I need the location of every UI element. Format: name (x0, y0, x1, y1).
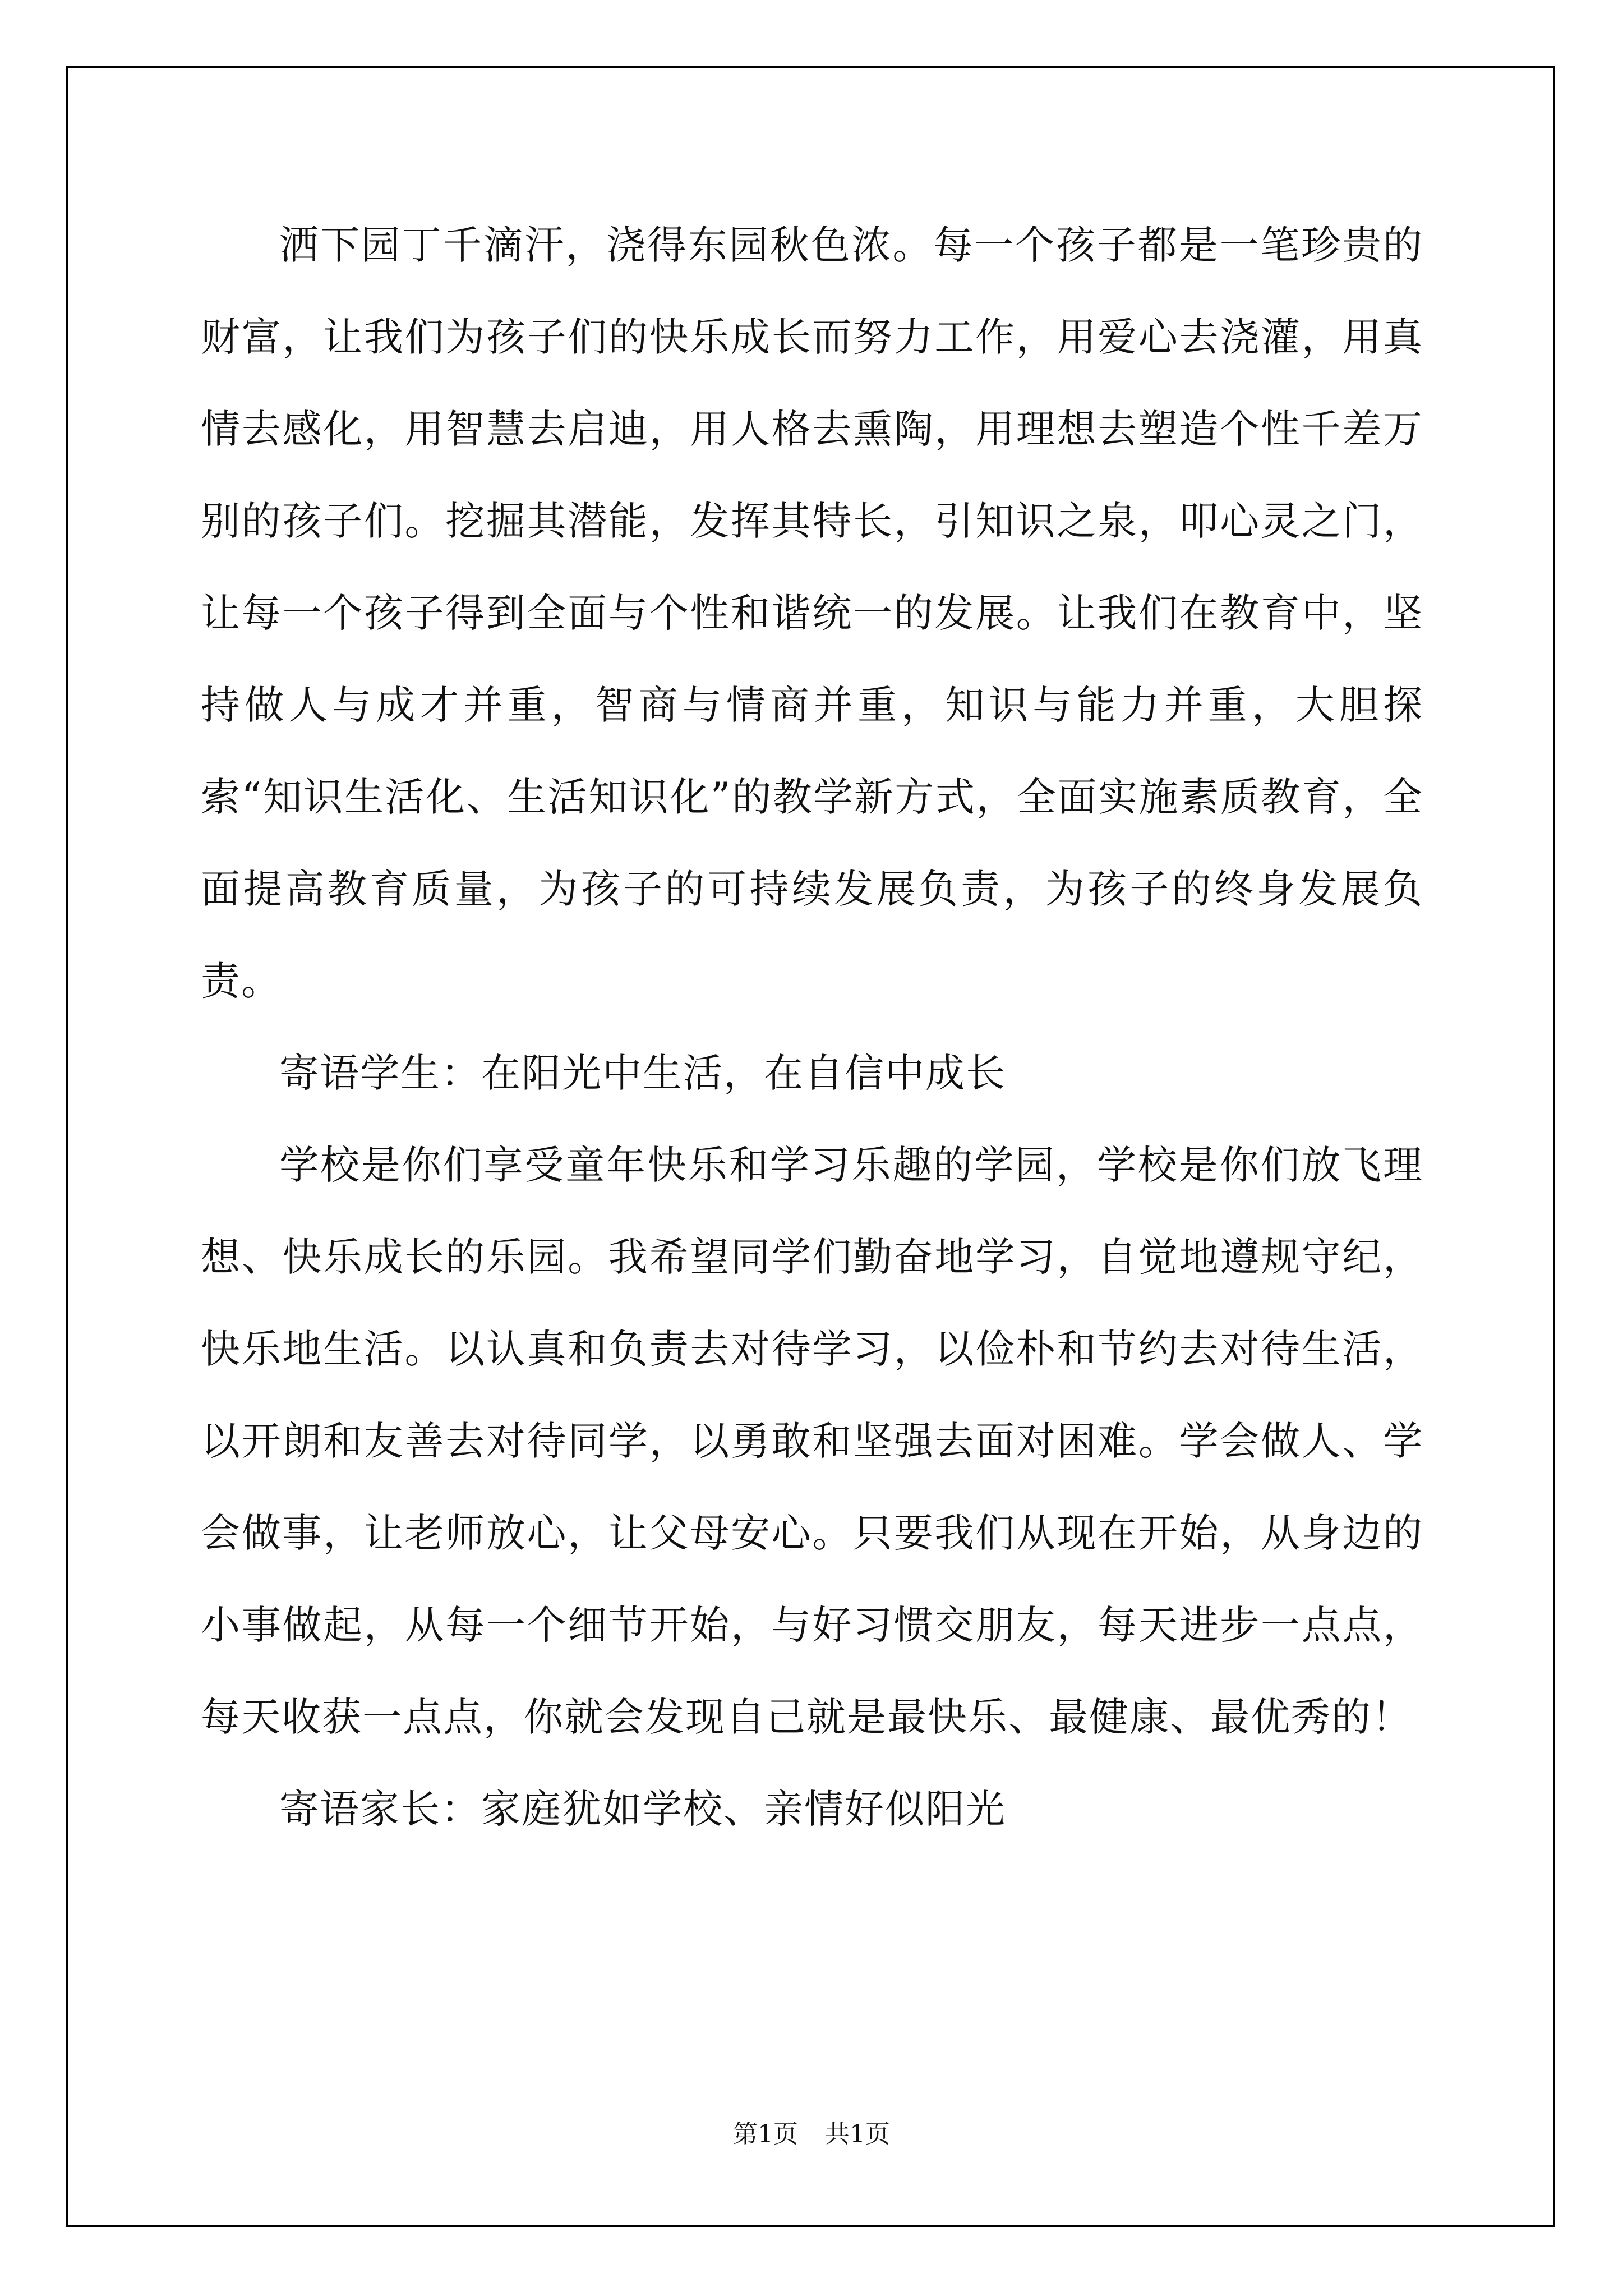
page-total: 共1页 (825, 2120, 890, 2148)
paragraph-students: 学校是你们享受童年快乐和学习乐趣的学园，学校是你们放飞理想、快乐成长的乐园。我希望同学们勤奋地学习，自觉地遵规守纪，快乐地生活。以认真和负责去对待学习，以俭朴和节约去对待生活，以开朗和友善去对待同学，以勇敢和坚强去面对困难。学会做人、学会做事，让老师放心，让父母安心。只要我们从现在开始，从身边的小事做起，从每一个细节开始，与好习惯交朋友，每天进步一点点，每天收获一点点，你就会发现自己就是最快乐、最健康、最优秀的！ (201, 1142, 1423, 1740)
heading-students: 寄语学生：在阳光中生活，在自信中成长 (279, 1050, 1006, 1096)
paragraph-teachers: 洒下园丁千滴汗，浇得东园秋色浓。每一个孩子都是一笔珍贵的财富，让我们为孩子们的快乐成长而努力工作，用爱心去浇灌，用真情去感化，用智慧去启迪，用人格去熏陶，用理想去塑造个性千差万别的孩子们。挖掘其潜能，发挥其特长，引知识之泉，叩心灵之门，让每一个孩子得到全面与个性和谐统一的发展。让我们在教育中，坚持做人与成才并重，智商与情商并重，知识与能力并重，大胆探索“知识生活化、生活知识化”的教学新方式，全面实施素质教育，全面提高教育质量，为孩子的可持续发展负责，为孩子的终身发展负责。 (201, 222, 1423, 1004)
document-body (201, 199, 1423, 1855)
page-footer (0, 2114, 1623, 2150)
heading-parents: 寄语家长：家庭犹如学校、亲情好似阳光 (279, 1786, 1006, 1832)
page-number: 第1页 (733, 2120, 798, 2148)
